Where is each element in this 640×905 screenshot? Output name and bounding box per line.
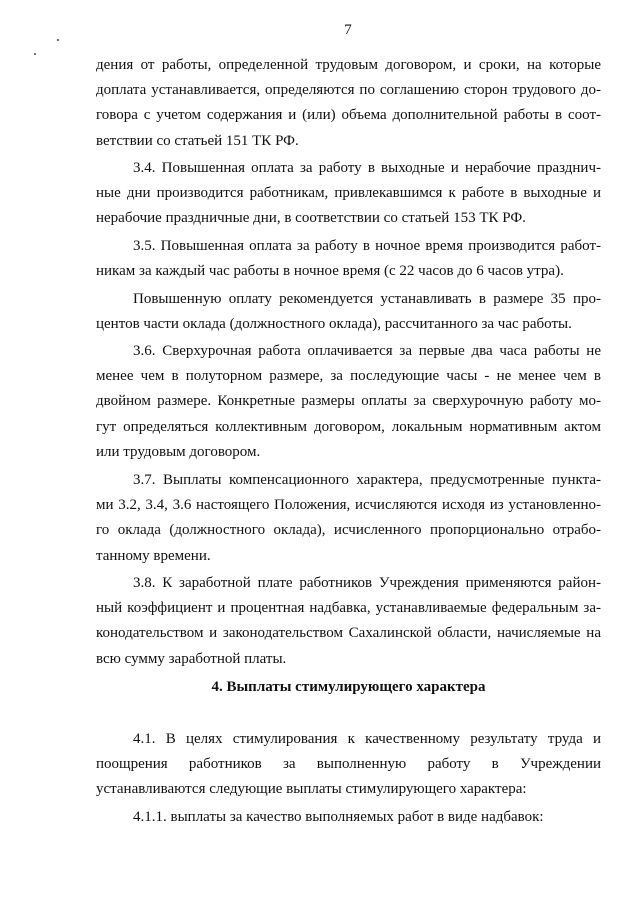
text-line: доплата устанавливается, определяются по соглашению сторон трудового до- <box>96 82 601 99</box>
paragraph-3-4 <box>96 156 601 232</box>
text-line: танному времени. <box>96 547 211 564</box>
text-line: менее чем в полуторном размере, за последующие часы - не менее чем в <box>96 368 601 385</box>
text-line: го оклада (должностного оклада), исчисленного пропорционально отрабо- <box>96 522 601 539</box>
text-line: никам за каждый час работы в ночное время (с 22 часов до 6 часов утра). <box>96 263 564 280</box>
text-line: поощрения работников за выполненную работу в Учреждении <box>96 756 601 773</box>
text-line: или трудовым договором. <box>96 443 261 460</box>
paragraph-4-1-1 <box>96 805 601 830</box>
paragraph-3-8 <box>96 571 601 672</box>
text-line: гут определяться коллективным договором, локальным нормативным актом <box>96 418 601 435</box>
text-line: 4.1. В целях стимулирования к качественному результату труда и <box>133 731 601 747</box>
paragraph-3-7 <box>96 468 601 569</box>
text-line: ный коэффициент и процентная надбавка, устанавливаемые федеральным за- <box>96 600 601 617</box>
text-line: ми 3.2, 3.4, 3.6 настоящего Положения, исчисляются исходя из установленно- <box>96 497 601 514</box>
text-line: ветствии со статьей 151 ТК РФ. <box>96 132 299 149</box>
text-line: 3.6. Сверхурочная работа оплачивается за первые два часа работы не <box>133 343 601 359</box>
paragraph-3-5-rate <box>96 287 601 337</box>
text-line: 4.1.1. выплаты за качество выполняемых работ в виде надбавок: <box>133 809 544 825</box>
text-line: 3.4. Повышенная оплата за работу в выходные и нерабочие празднич- <box>133 160 601 176</box>
text-line: конодательством и законодательством Сахалинской области, начисляемые на <box>96 625 601 642</box>
page-number: 7 <box>344 22 352 38</box>
scan-speck <box>57 39 59 41</box>
paragraph-continuation <box>96 53 601 154</box>
text-line: Повышенную оплату рекомендуется устанавливать в размере 35 про- <box>133 291 601 307</box>
text-line: двойном размере. Конкретные размеры оплаты за сверхурочную работу мо- <box>96 393 601 410</box>
text-line: 3.8. К заработной плате работников Учреждения применяются район- <box>133 575 601 591</box>
text-line: 3.7. Выплаты компенсационного характера, предусмотренные пункта- <box>133 472 601 488</box>
paragraph-3-5 <box>96 234 601 284</box>
text-line: центов части оклада (должностного оклада), рассчитанного за час работы. <box>96 316 572 333</box>
paragraph-3-6 <box>96 339 601 465</box>
paragraph-4-1 <box>96 727 601 803</box>
text-line: дения от работы, определенной трудовым договором, и сроки, на которые <box>96 57 601 73</box>
section-heading: 4. Выплаты стимулирующего характера <box>211 679 486 695</box>
scan-speck <box>34 53 36 55</box>
text-line: всю сумму заработной платы. <box>96 650 287 667</box>
text-line: устанавливаются следующие выплаты стимулирующего характера: <box>96 781 527 798</box>
text-line: говора с учетом содержания и (или) объема дополнительной работы в соот- <box>96 107 601 124</box>
text-line: ные дни производится работникам, привлекавшимся к работе в выходные и <box>96 185 601 202</box>
text-line: 3.5. Повышенная оплата за работу в ночное время производится работ- <box>133 238 601 254</box>
text-line: нерабочие праздничные дни, в соответствии со статьей 153 ТК РФ. <box>96 210 526 227</box>
